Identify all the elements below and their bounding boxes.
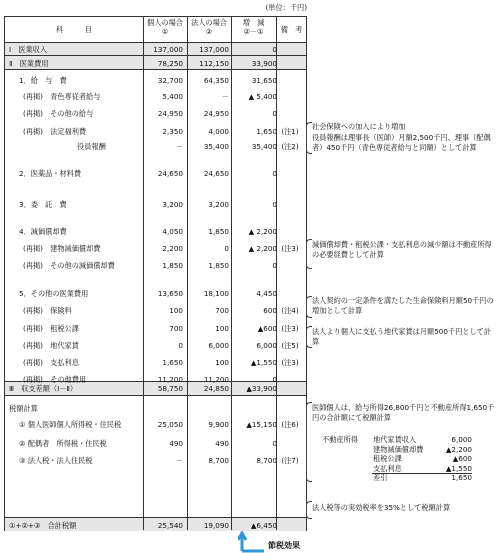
corporate-value: 24,950 (203, 109, 229, 118)
note-6-item-label: 差引 (373, 473, 388, 482)
divider (372, 473, 472, 474)
note-6-item-label: 地代家賃収入 (373, 435, 417, 444)
individual-value: 1,650 (162, 358, 183, 367)
remark-ref: (注7) (281, 456, 299, 465)
individual-value: 700 (169, 324, 183, 333)
individual-value: 32,700 (157, 76, 183, 85)
individual-value: 490 (169, 439, 183, 448)
header-individual: 個人の場合 ① (147, 18, 183, 36)
individual-value: 5,400 (162, 92, 183, 101)
individual-value: 137,000 (153, 45, 183, 54)
corporate-value: 1,850 (208, 261, 229, 270)
row-label: 役員報酬 (77, 142, 106, 151)
corporate-value: 1,850 (208, 227, 229, 236)
row-label: (再掲) 法定福利費 (23, 127, 87, 136)
table-row (5, 340, 306, 352)
individual-value: 78,250 (157, 59, 183, 68)
table-row (5, 305, 306, 317)
corporate-value: 100 (215, 324, 229, 333)
individual-value: 11,200 (157, 375, 183, 384)
row-label: 税額計算 (9, 404, 38, 413)
row-label: Ⅰ 医業収入 (9, 45, 48, 54)
row-label: (再掲) その他費用 (23, 375, 87, 384)
unit-note: (単位：千円) (265, 3, 307, 12)
table-row (5, 108, 306, 120)
table-row (5, 75, 306, 87)
table-row (5, 44, 306, 56)
difference-value: ▲ 5,400 (248, 92, 277, 101)
corporate-value: 18,100 (203, 289, 229, 298)
difference-value: 0 (272, 109, 277, 118)
header-corporate: 法人の場合 ② (191, 18, 227, 36)
header-remarks: 備 考 (280, 25, 303, 34)
remark-ref: (注6) (281, 420, 299, 429)
corporate-value: 35,400 (203, 142, 229, 151)
note-4: 法人契約の一定条件を満たした生命保険料月額50千円の増加として計算 (312, 296, 494, 315)
difference-value: 8,700 (256, 456, 277, 465)
note-6-title: 不動産所得 (322, 435, 358, 444)
note-6-item-value: 1,650 (451, 473, 472, 482)
table-row (5, 199, 306, 211)
note-6-item-value: 6,000 (451, 435, 472, 444)
table-row (5, 288, 306, 300)
row-label: ①+②+③ 合計税額 (9, 521, 77, 530)
corporate-value: 24,650 (203, 169, 229, 178)
row-label: (再掲) 青色専従者給与 (23, 92, 101, 101)
corporate-value: 700 (215, 306, 229, 315)
difference-value: ▲600 (257, 324, 277, 333)
table-row (5, 141, 306, 153)
corporate-value: 4,000 (208, 127, 229, 136)
remark-ref: (注1) (281, 127, 299, 136)
tax-saving-label: 節税効果 (268, 541, 300, 550)
row-label: ② 配偶者 所得税・住民税 (19, 439, 107, 448)
note-6-item-label: 租税公課 (373, 454, 402, 463)
corporate-value: 100 (215, 358, 229, 367)
difference-value: 0 (272, 375, 277, 384)
table-row (5, 243, 306, 255)
row-label: 1．給 与 費 (19, 76, 67, 85)
difference-value: 0 (272, 45, 277, 54)
corporate-value: 3,200 (208, 200, 229, 209)
corporate-value: 112,150 (199, 59, 229, 68)
corporate-value: 24,850 (203, 384, 229, 393)
row-label: 4．減価償却費 (19, 227, 67, 236)
table-row (5, 168, 306, 180)
note-3: 減価償却費・租税公課・支払利息の減少額は不動産所得の必要経費として計算 (312, 240, 492, 259)
individual-value: 24,650 (157, 169, 183, 178)
remark-ref: (注2) (281, 142, 299, 151)
row-label: (再掲) 保険料 (23, 306, 72, 315)
remark-ref: (注5) (281, 341, 299, 350)
note-1: 社会保険への加入により増加 (312, 122, 406, 131)
table-row (5, 323, 306, 335)
difference-value: ▲ 2,200 (248, 244, 277, 253)
difference-value: 600 (263, 306, 277, 315)
row-label: ① 個人医師個人所得税・住民税 (19, 420, 122, 429)
difference-value: 4,450 (256, 289, 277, 298)
note-6-item-value: ▲600 (452, 454, 472, 463)
note-6-item-label: 支払利息 (373, 463, 402, 473)
header-difference: 増 減 ②－① (242, 18, 265, 36)
corporate-value: 11,200 (203, 375, 229, 384)
difference-value: ▲15,150 (246, 420, 277, 429)
table-row (5, 226, 306, 238)
difference-value: ▲33,900 (246, 384, 277, 393)
header-item: 科 目 (56, 25, 92, 34)
difference-value: 0 (272, 169, 277, 178)
row-label: (再掲) 支払利息 (23, 358, 79, 367)
remark-ref: (注4) (281, 306, 299, 315)
note-6-item-value: ▲2,200 (445, 444, 472, 454)
table-row (5, 403, 306, 415)
table-row (5, 455, 306, 467)
remark-ref: (注3) (281, 358, 299, 367)
difference-value: ▲1,550 (250, 358, 277, 367)
individual-value: 24,950 (157, 109, 183, 118)
table-row (5, 126, 306, 138)
difference-value: 31,650 (251, 76, 277, 85)
remark-ref: (注3) (281, 324, 299, 333)
individual-value: － (175, 142, 183, 151)
individual-value: 0 (178, 341, 183, 350)
row-label: (再掲) 地代家賃 (23, 341, 79, 350)
note-6-item-label: 建物減価償却費 (373, 444, 424, 454)
difference-value: 0 (272, 439, 277, 448)
comparison-table (4, 16, 307, 531)
difference-value: 35,400 (251, 142, 277, 151)
row-label: (再掲) 建物減価償却費 (23, 244, 101, 253)
difference-value: 0 (272, 261, 277, 270)
row-label: Ⅱ 医業費用 (9, 59, 49, 68)
individual-value: 1,850 (162, 261, 183, 270)
table-row (5, 419, 306, 431)
difference-value: 33,900 (251, 59, 277, 68)
corporate-value: － (221, 92, 229, 101)
individual-value: 3,200 (162, 200, 183, 209)
corporate-value: 137,000 (199, 45, 229, 54)
up-arrow-icon (238, 531, 268, 553)
individual-value: 100 (169, 306, 183, 315)
corporate-value: 9,900 (208, 420, 229, 429)
table-row (5, 383, 306, 395)
note-5: 法人より個人に支払う地代家賃は月額500千円として計算 (312, 327, 492, 346)
table-row (5, 91, 306, 103)
row-label: Ⅲ 収支差額（Ⅰ－Ⅱ） (9, 384, 78, 393)
corporate-value: 6,000 (208, 341, 229, 350)
note-2: 役員報酬は理事長（医師）月額2,500千円、理事（配偶者）450千円（青色専従者給与と同額）として計算 (312, 133, 491, 152)
row-label: (再掲) その他の減価償却費 (23, 261, 115, 270)
table-row (5, 58, 306, 70)
row-label: 3．委 託 費 (19, 200, 67, 209)
difference-value: 1,650 (256, 127, 277, 136)
individual-value: 2,200 (162, 244, 183, 253)
note-6-item-value: ▲1,550 (445, 463, 472, 473)
difference-value: ▲6,450 (250, 521, 277, 530)
individual-value: 25,540 (157, 521, 183, 530)
row-label: 5．その他の医業費用 (19, 289, 89, 298)
corporate-value: 19,090 (203, 521, 229, 530)
corporate-value: 64,350 (203, 76, 229, 85)
remark-ref: (注3) (281, 244, 299, 253)
individual-value: － (175, 456, 183, 465)
individual-value: 2,350 (162, 127, 183, 136)
corporate-value: 8,700 (208, 456, 229, 465)
individual-value: 25,050 (157, 420, 183, 429)
row-label: ③ 法人税・法人住民税 (19, 456, 93, 465)
table-row (5, 260, 306, 272)
difference-value: 6,000 (256, 341, 277, 350)
individual-value: 13,650 (157, 289, 183, 298)
row-label: (再掲) その他の給与 (23, 109, 94, 118)
table-row (5, 438, 306, 450)
difference-value: 0 (272, 200, 277, 209)
individual-value: 4,050 (162, 227, 183, 236)
note-7: 法人税等の実効税率を35%として税額計算 (312, 503, 451, 512)
table-row (5, 357, 306, 369)
row-label: 2．医薬品・材料費 (19, 169, 82, 178)
difference-value: ▲ 2,200 (248, 227, 277, 236)
note-6: 医師個人は、給与所得26,800千円と不動産所得1,650千円の合計額にて税額計算 (312, 403, 495, 422)
individual-value: 58,750 (157, 384, 183, 393)
corporate-value: 0 (224, 244, 229, 253)
row-label: (再掲) 租税公課 (23, 324, 79, 333)
corporate-value: 490 (215, 439, 229, 448)
